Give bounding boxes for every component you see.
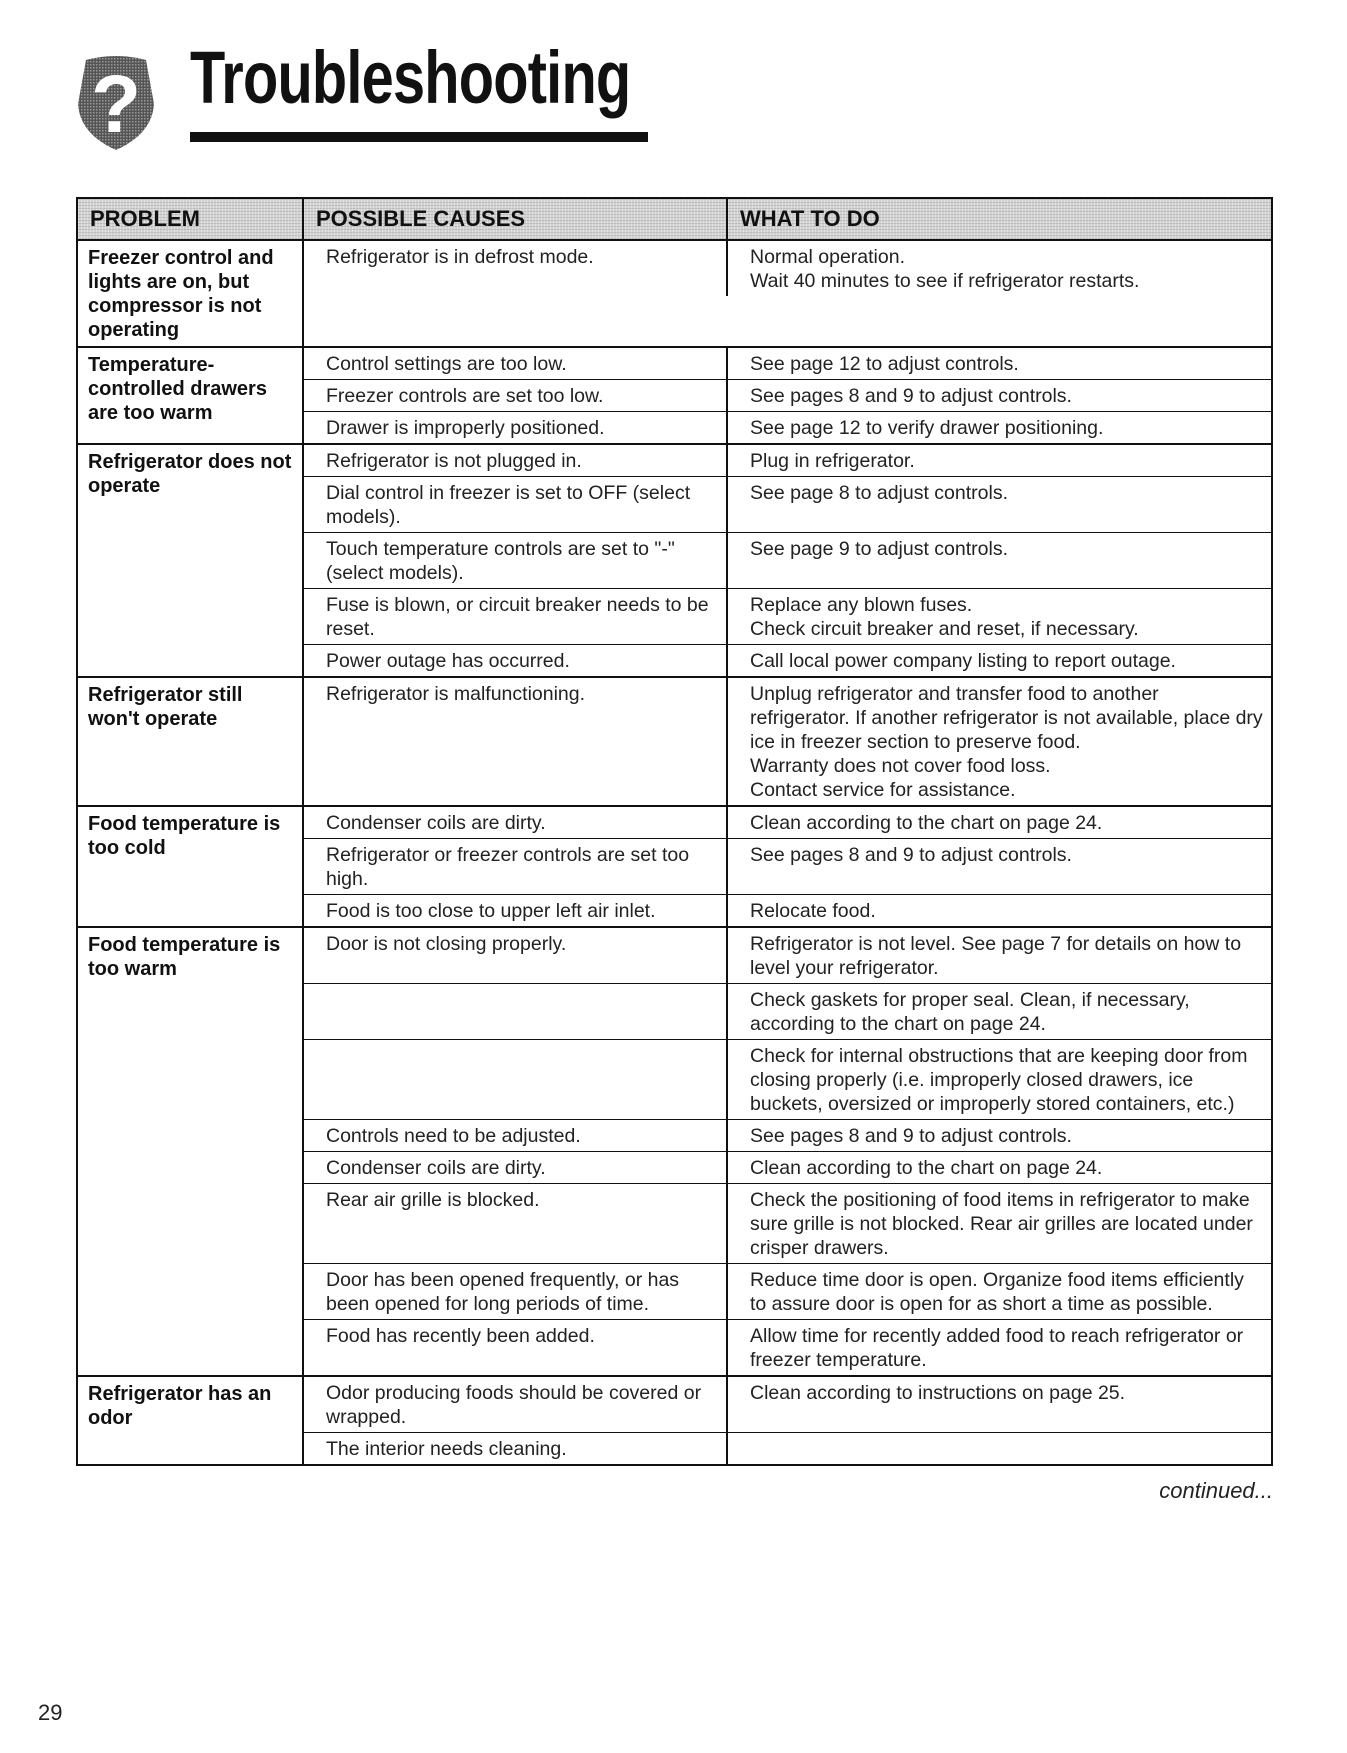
table-row <box>304 1264 1271 1320</box>
cause-cell: Condenser coils are dirty. <box>304 807 728 838</box>
column-header-possible-causes: POSSIBLE CAUSES <box>304 199 728 239</box>
table-row <box>304 1320 1271 1375</box>
what-to-do-cell: See page 8 to adjust controls. <box>750 482 1009 504</box>
what-to-do-cell: Check gaskets for proper seal. Clean, if necessary, according to the chart on page 24. <box>750 989 1190 1035</box>
cause-cell: Rear air grille is blocked. <box>304 1184 728 1263</box>
table-row <box>304 348 1271 380</box>
cause-cell: Power outage has occurred. <box>304 645 728 676</box>
what-to-do-cell: Check the positioning of food items in refrigerator to make sure grille is not blocked. Rear air grilles are located under crisper drawers. <box>750 1189 1253 1259</box>
cause-cell <box>304 984 728 1039</box>
problem-cell: Food temperature is too warm <box>78 928 304 1375</box>
table-row <box>304 928 1271 984</box>
table-row <box>304 477 1271 533</box>
problem-cell: Refrigerator has an odor <box>78 1377 304 1464</box>
continued-note: continued... <box>1159 1478 1273 1503</box>
cause-cell: Touch temperature controls are set to "-" (select models). <box>304 533 728 588</box>
problem-group <box>78 928 1271 1377</box>
what-to-do-cell: Clean according to the chart on page 24. <box>750 812 1103 834</box>
cause-cell: The interior needs cleaning. <box>304 1433 728 1464</box>
table-row <box>304 533 1271 589</box>
table-row <box>304 645 1271 676</box>
what-to-do-cell: Call local power company listing to report outage. <box>750 650 1176 672</box>
table-row <box>304 445 1271 477</box>
what-to-do-cell: See pages 8 and 9 to adjust controls. <box>750 1125 1072 1147</box>
cause-cell: Door has been opened frequently, or has been opened for long periods of time. <box>304 1264 728 1319</box>
what-to-do-cell: Replace any blown fuses. Check circuit breaker and reset, if necessary. <box>750 594 1139 640</box>
cause-cell: Drawer is improperly positioned. <box>304 412 728 443</box>
problem-cell: Refrigerator does not operate <box>78 445 304 676</box>
table-row <box>304 241 1271 296</box>
table-row <box>304 1377 1271 1433</box>
what-to-do-cell: Normal operation. Wait 40 minutes to see if refrigerator restarts. <box>750 246 1140 292</box>
troubleshooting-table <box>76 197 1273 1466</box>
problem-group <box>78 348 1271 445</box>
table-row <box>304 1184 1271 1264</box>
what-to-do-cell: See pages 8 and 9 to adjust controls. <box>750 844 1072 866</box>
table-row <box>304 678 1271 805</box>
table-row <box>304 839 1271 895</box>
table-header <box>78 199 1271 241</box>
problem-group <box>78 1377 1271 1464</box>
cause-cell: Dial control in freezer is set to OFF (select models). <box>304 477 728 532</box>
cause-cell: Control settings are too low. <box>304 348 728 379</box>
what-to-do-cell: Plug in refrigerator. <box>750 450 915 472</box>
what-to-do-cell: See page 12 to adjust controls. <box>750 353 1019 375</box>
what-to-do-cell: See page 12 to verify drawer positioning. <box>750 417 1104 439</box>
title-underline <box>190 132 648 142</box>
what-to-do-cell: Reduce time door is open. Organize food items efficiently to assure door is open for as short a time as possible. <box>750 1269 1244 1315</box>
what-to-do-cell <box>728 1433 1271 1464</box>
column-header-what-to-do: WHAT TO DO <box>728 199 1271 239</box>
page-number: 29 <box>38 1700 63 1725</box>
cause-cell: Refrigerator is in defrost mode. <box>304 241 728 296</box>
table-row <box>304 589 1271 645</box>
cause-cell: Door is not closing properly. <box>304 928 728 983</box>
table-body <box>78 241 1271 1464</box>
cause-cell: Food is too close to upper left air inlet. <box>304 895 728 926</box>
what-to-do-cell: Relocate food. <box>750 900 876 922</box>
cause-cell: Controls need to be adjusted. <box>304 1120 728 1151</box>
what-to-do-cell: Clean according to the chart on page 24. <box>750 1157 1103 1179</box>
problem-cell: Freezer control and lights are on, but compressor is not operating <box>78 241 304 346</box>
problem-cell: Food temperature is too cold <box>78 807 304 926</box>
what-to-do-cell: Refrigerator is not level. See page 7 for details on how to level your refrigerator. <box>750 933 1242 979</box>
table-row <box>304 1120 1271 1152</box>
table-row <box>304 895 1271 926</box>
cause-cell: Refrigerator is malfunctioning. <box>304 678 728 805</box>
page-header <box>72 30 631 150</box>
problem-group <box>78 241 1271 348</box>
what-to-do-cell: See page 9 to adjust controls. <box>750 538 1009 560</box>
cause-cell: Refrigerator is not plugged in. <box>304 445 728 476</box>
table-row <box>304 380 1271 412</box>
what-to-do-cell: See pages 8 and 9 to adjust controls. <box>750 385 1072 407</box>
problem-group <box>78 445 1271 678</box>
what-to-do-cell: Check for internal obstructions that are keeping door from closing properly (i.e. improperly closed drawers, ice buckets, oversized or improperly stored containers, etc.) <box>750 1045 1248 1115</box>
cause-cell: Odor producing foods should be covered or wrapped. <box>304 1377 728 1432</box>
problem-group <box>78 807 1271 928</box>
what-to-do-cell: Unplug refrigerator and transfer food to another refrigerator. If another refrigerator is not available, place dry ice in freezer section to preserve food. Warranty does not cover food loss. Contact service for assistance. <box>750 683 1263 801</box>
what-to-do-cell: Allow time for recently added food to reach refrigerator or freezer temperature. <box>750 1325 1244 1371</box>
problem-group <box>78 678 1271 807</box>
what-to-do-cell: Clean according to instructions on page 25. <box>750 1382 1126 1404</box>
column-header-problem: PROBLEM <box>78 199 304 239</box>
question-mark-icon <box>72 52 160 152</box>
page-title: Troubleshooting <box>190 36 631 119</box>
table-row <box>304 984 1271 1040</box>
cause-cell: Condenser coils are dirty. <box>304 1152 728 1183</box>
cause-cell: Refrigerator or freezer controls are set too high. <box>304 839 728 894</box>
cause-cell: Freezer controls are set too low. <box>304 380 728 411</box>
table-row <box>304 412 1271 443</box>
table-row <box>304 807 1271 839</box>
cause-cell: Fuse is blown, or circuit breaker needs to be reset. <box>304 589 728 644</box>
table-row <box>304 1433 1271 1464</box>
svg-text:?: ? <box>90 59 142 150</box>
table-row <box>304 1040 1271 1120</box>
cause-cell <box>304 1040 728 1119</box>
problem-cell: Refrigerator still won't operate <box>78 678 304 805</box>
table-row <box>304 1152 1271 1184</box>
cause-cell: Food has recently been added. <box>304 1320 728 1375</box>
problem-cell: Temperature-controlled drawers are too warm <box>78 348 304 443</box>
